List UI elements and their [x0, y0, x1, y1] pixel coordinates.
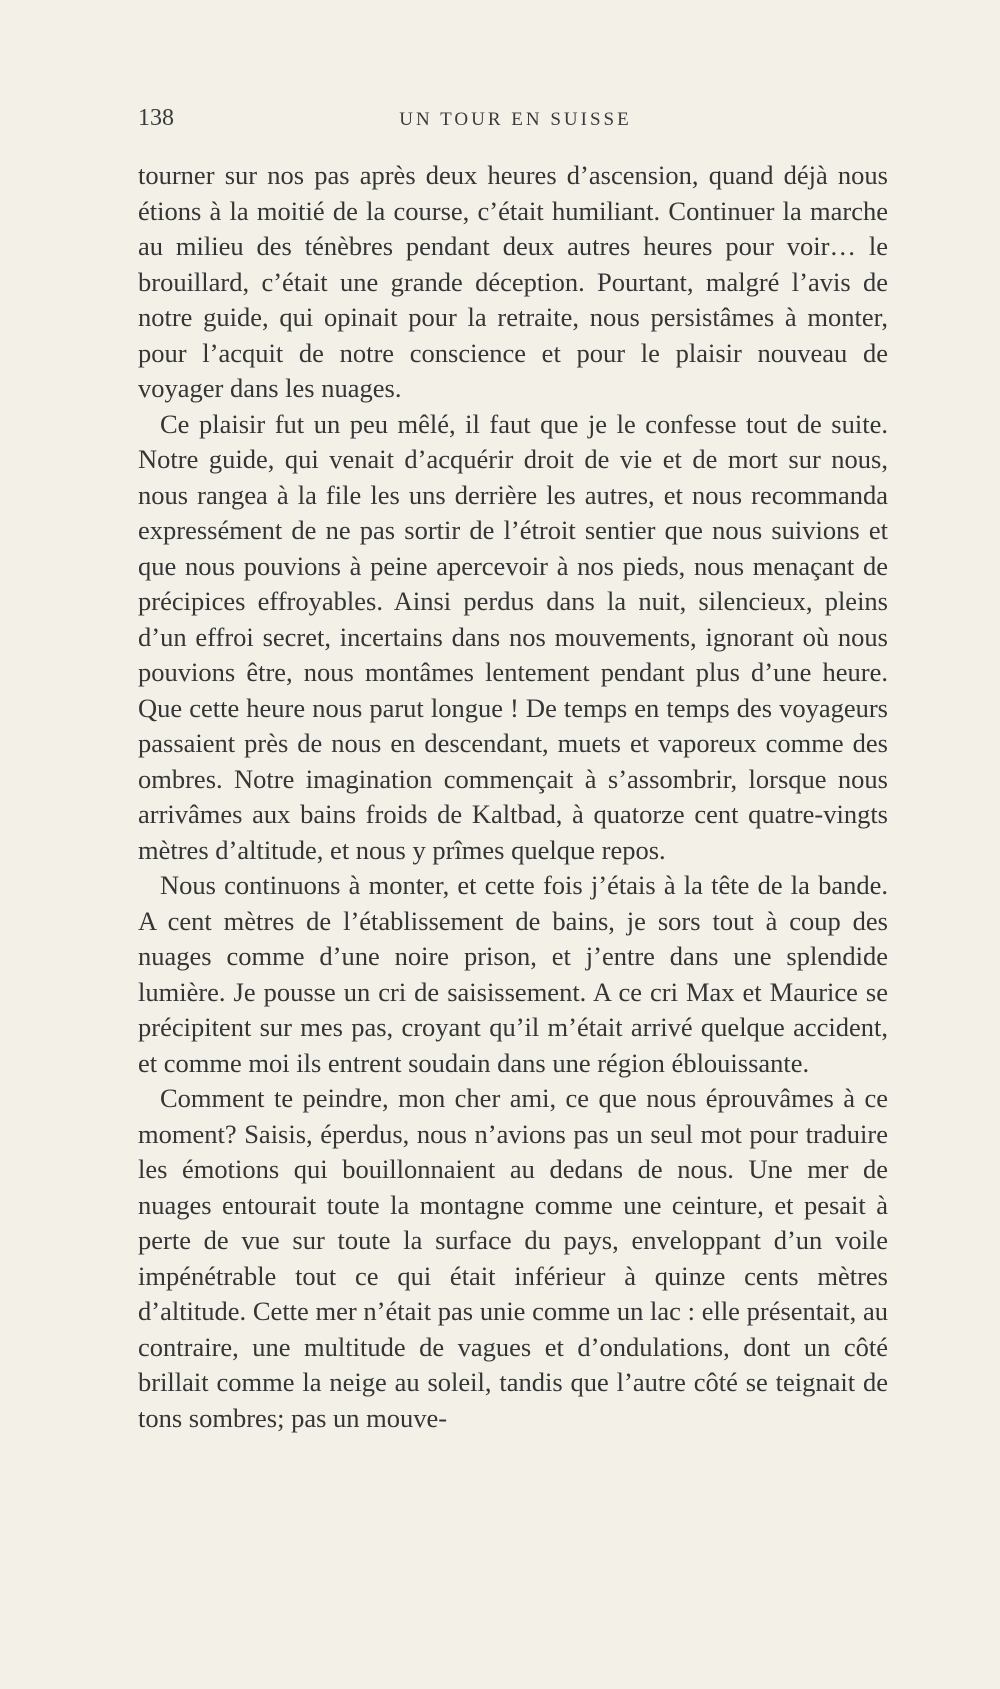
- body-text: [138, 158, 888, 1436]
- paragraph-4: Comment te peindre, mon cher ami, ce que nous éprouvâmes à ce moment? Saisis, éperdus, nous n’avions pas un seul mot pour traduire les émotions qui bouillonnaient au dedans de nous. Une mer de nuages entourait toute la montagne comme une ceinture, et pesait à perte de vue sur toute la surface du pays, enveloppant d’un voile impénétrable tout ce qui était inférieur à quinze cents mètres d’altitude. Cette mer n’était pas unie comme un lac : elle présentait, au contraire, une multitude de vagues et d’ondulations, dont un côté brillait comme la neige au soleil, tandis que l’autre côté se teignait de tons sombres; pas un mouve-: [138, 1083, 888, 1433]
- running-title: UN TOUR EN SUISSE: [399, 109, 632, 130]
- paragraph-1: tourner sur nos pas après deux heures d’ascension, quand déjà nous étions à la moitié de la course, c’était humiliant. Continuer la marche au milieu des ténèbres pendant deux autres heures pour voir… le brouillard, c’était une grande déception. Pourtant, malgré l’avis de notre guide, qui opinait pour la retraite, nous persistâmes à monter, pour l’acquit de notre conscience et pour le plaisir nouveau de voyager dans les nuages.: [138, 160, 888, 403]
- page-number: 138: [138, 105, 174, 131]
- paragraph-3: Nous continuons à monter, et cette fois j’étais à la tête de la bande. A cent mètres de l’établissement de bains, je sors tout à coup des nuages comme d’une noire prison, et j’entre dans une splendide lumière. Je pousse un cri de saisissement. A ce cri Max et Maurice se précipitent sur mes pas, croyant qu’il m’était arrivé quelque accident, et comme moi ils entrent soudain dans une région éblouissante.: [138, 870, 888, 1078]
- paragraph-2: Ce plaisir fut un peu mêlé, il faut que je le confesse tout de suite. Notre guide, qui venait d’acquérir droit de vie et de mort sur nous, nous rangea à la file les uns derrière les autres, et nous recommanda expressément de ne pas sortir de l’étroit sentier que nous suivions et que nous pouvions à peine apercevoir à nos pieds, nous menaçant de précipices effroyables. Ainsi perdus dans la nuit, silencieux, pleins d’un effroi secret, incertains dans nos mouvements, ignorant où nous pouvions être, nous montâmes lentement pendant plus d’une heure. Que cette heure nous parut longue ! De temps en temps des voyageurs passaient près de nous en descendant, muets et vaporeux comme des ombres. Notre imagination commençait à s’assombrir, lorsque nous arrivâmes aux bains froids de Kaltbad, à quatorze cent quatre-vingts mètres d’altitude, et nous y prîmes quelque repos.: [138, 408, 888, 865]
- page-header: [138, 105, 893, 135]
